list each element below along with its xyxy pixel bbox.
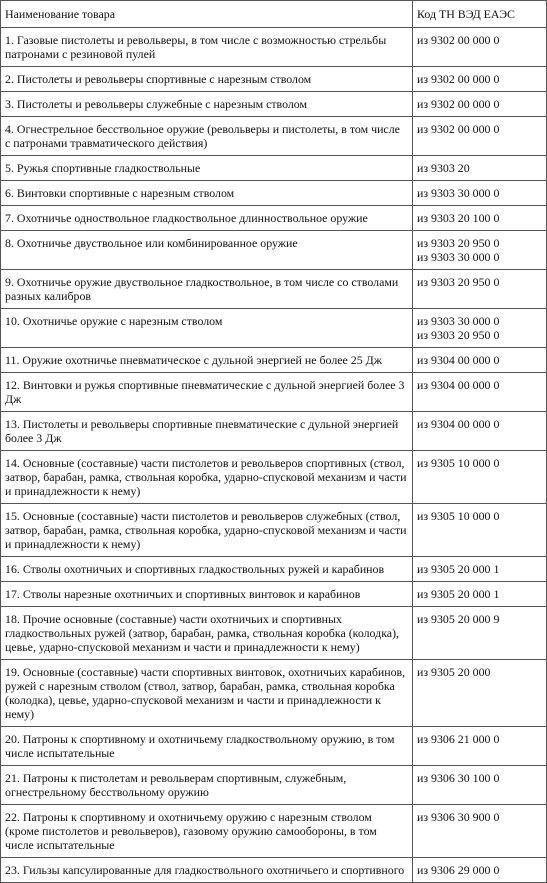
tnved-code: из 9302 00 000 0: [417, 97, 500, 111]
tnved-code-cell: [413, 309, 547, 348]
tnved-code: из 9304 00 000 0: [417, 417, 500, 431]
tnved-code: из 9302 00 000 0: [417, 33, 500, 47]
table-row: [1, 451, 547, 504]
tnved-code: из 9303 20 950 0: [417, 328, 500, 342]
tnved-code: из 9305 20 000: [417, 665, 491, 679]
tnved-code-cell: [413, 660, 547, 727]
table-row: [1, 270, 547, 309]
product-name-cell: 23. Гильзы капсулированные для гладкоствольного охотничьего и спортивного: [1, 858, 413, 883]
table-row: [1, 412, 547, 451]
tnved-code-cell: [413, 582, 547, 607]
table-row: [1, 348, 547, 373]
product-name-cell: 10. Охотничье оружие с нарезным стволом: [1, 309, 413, 348]
tnved-code-cell: [413, 805, 547, 858]
tnved-code-cell: [413, 92, 547, 117]
tnved-code: из 9303 20: [417, 161, 470, 175]
tnved-code-cell: [413, 28, 547, 67]
tnved-code: из 9303 30 000 0: [417, 186, 500, 200]
product-name-cell: 18. Прочие основные (составные) части охотничьих и спортивных гладкоствольных ружей (затвор, барабан, рамка, ствольная коробка (колодка), цевье, ударно-спусковой механизм и части и принадлежности к нему): [1, 607, 413, 660]
table-row: [1, 309, 547, 348]
product-name-cell: 22. Патроны к спортивному и охотничьему оружию с нарезным стволом (кроме пистолетов и револьверов), газовому оружию самообороны, в том числе испытательные: [1, 805, 413, 858]
table-row: [1, 373, 547, 412]
tnved-code-cell: [413, 557, 547, 582]
tnved-code: из 9302 00 000 0: [417, 72, 500, 86]
product-name-cell: 19. Основные (составные) части спортивных винтовок, охотничьих карабинов, ружей с нарезным стволом (ствол, затвор, барабан, рамка, ствольная коробка (колодка), цевье, ударно-спусковой механизм и части и принадлежности к нему): [1, 660, 413, 727]
table-body: [1, 28, 547, 883]
table-row: [1, 805, 547, 858]
product-name-cell: 6. Винтовки спортивные с нарезным стволом: [1, 181, 413, 206]
tnved-code: из 9306 30 100 0: [417, 771, 500, 785]
tnved-code: из 9305 20 000 9: [417, 612, 500, 626]
tnved-code-cell: [413, 766, 547, 805]
tnved-code-cell: [413, 117, 547, 156]
product-name-cell: 1. Газовые пистолеты и револьверы, в том числе с возможностью стрельбы патронами с резиновой пулей: [1, 28, 413, 67]
tnved-code-cell: [413, 67, 547, 92]
table-row: [1, 582, 547, 607]
product-name-cell: 8. Охотничье двуствольное или комбинированное оружие: [1, 231, 413, 270]
product-name-cell: 14. Основные (составные) части пистолетов и револьверов спортивных (ствол, затвор, барабан, рамка, ствольная коробка, ударно-спусковой механизм и части и принадлежности к нему): [1, 451, 413, 504]
table-row: [1, 231, 547, 270]
product-name-cell: 17. Стволы нарезные охотничьих и спортивных винтовок и карабинов: [1, 582, 413, 607]
column-header-name: Наименование товара: [1, 1, 413, 28]
tnved-code-cell: [413, 156, 547, 181]
table-row: [1, 67, 547, 92]
product-name-cell: 16. Стволы охотничьих и спортивных гладкоствольных ружей и карабинов: [1, 557, 413, 582]
table-row: [1, 181, 547, 206]
tnved-code: из 9305 10 000 0: [417, 509, 500, 523]
product-name-cell: 20. Патроны к спортивному и охотничьему гладкоствольному оружию, в том числе испытательные: [1, 727, 413, 766]
table-row: [1, 727, 547, 766]
tnved-code-cell: [413, 348, 547, 373]
product-name-cell: 11. Оружие охотничье пневматическое с дульной энергией не более 25 Дж: [1, 348, 413, 373]
tnved-code-cell: [413, 504, 547, 557]
table-row: [1, 206, 547, 231]
product-name-cell: 7. Охотничье одноствольное гладкоствольное длинноствольное оружие: [1, 206, 413, 231]
tnved-code-cell: [413, 451, 547, 504]
tnved-code: из 9302 00 000 0: [417, 122, 500, 136]
product-name-cell: 15. Основные (составные) части пистолетов и револьверов служебных (ствол, затвор, барабан, рамка, ствольная коробка, ударно-спусковой механизм и части и принадлежности к нему): [1, 504, 413, 557]
tnved-code-cell: [413, 727, 547, 766]
tnved-code: из 9306 21 000 0: [417, 732, 500, 746]
product-name-cell: 4. Огнестрельное бесствольное оружие (револьверы и пистолеты, в том числе с патронами травматического действия): [1, 117, 413, 156]
table-row: [1, 28, 547, 67]
table-row: [1, 557, 547, 582]
tnved-code-cell: [413, 270, 547, 309]
tnved-code: из 9303 30 000 0: [417, 314, 500, 328]
product-name-cell: 9. Охотничье оружие двуствольное гладкоствольное, в том числе со стволами разных калибров: [1, 270, 413, 309]
tnved-code: из 9303 20 100 0: [417, 211, 500, 225]
tnved-code: из 9306 30 900 0: [417, 810, 500, 824]
tnved-code-cell: [413, 231, 547, 270]
product-name-cell: 5. Ружья спортивные гладкоствольные: [1, 156, 413, 181]
table-row: [1, 92, 547, 117]
product-name-cell: 13. Пистолеты и револьверы спортивные пневматические с дульной энергией более 3 Дж: [1, 412, 413, 451]
tnved-code-cell: [413, 181, 547, 206]
table-header-row: [1, 1, 547, 28]
tnved-code: из 9303 20 950 0: [417, 275, 500, 289]
tnved-code: из 9304 00 000 0: [417, 353, 500, 367]
product-name-cell: 3. Пистолеты и револьверы служебные с нарезным стволом: [1, 92, 413, 117]
product-name-cell: 21. Патроны к пистолетам и револьверам спортивным, служебным, огнестрельному бесствольному оружию: [1, 766, 413, 805]
product-name-cell: 2. Пистолеты и револьверы спортивные с нарезным стволом: [1, 67, 413, 92]
tnved-code: из 9306 29 000 0: [417, 863, 500, 877]
tnved-code: из 9304 00 000 0: [417, 378, 500, 392]
product-name-cell: 12. Винтовки и ружья спортивные пневматические с дульной энергией более 3 Дж: [1, 373, 413, 412]
table-row: [1, 156, 547, 181]
tnved-code: из 9303 30 000 0: [417, 250, 500, 264]
tnved-code: из 9305 10 000 0: [417, 456, 500, 470]
tnved-code: из 9305 20 000 1: [417, 562, 500, 576]
table-row: [1, 504, 547, 557]
tnved-code-cell: [413, 607, 547, 660]
tnved-code: из 9303 20 950 0: [417, 236, 500, 250]
tnved-code-cell: [413, 206, 547, 231]
tnved-code-cell: [413, 373, 547, 412]
table-row: [1, 660, 547, 727]
table-row: [1, 858, 547, 883]
tnved-code-cell: [413, 858, 547, 883]
table-row: [1, 766, 547, 805]
column-header-code: Код ТН ВЭД ЕАЭС: [413, 1, 547, 28]
tnved-code: из 9305 20 000 1: [417, 587, 500, 601]
table-row: [1, 117, 547, 156]
tnved-code-cell: [413, 412, 547, 451]
table-row: [1, 607, 547, 660]
